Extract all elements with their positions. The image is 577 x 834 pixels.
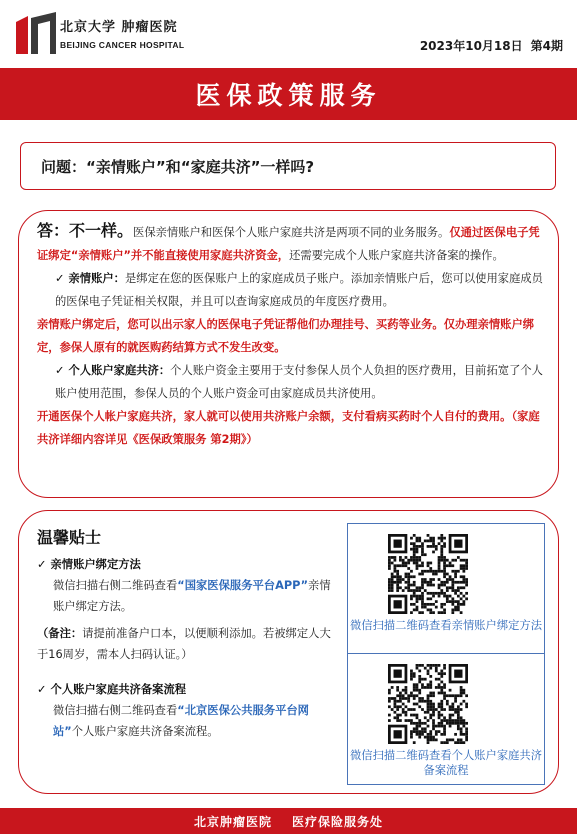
checkmark-icon: ✓	[55, 272, 65, 285]
checkmark-icon: ✓	[37, 558, 47, 571]
tips-box	[18, 510, 559, 794]
item1-text: 是绑定在您的医保账户上的家庭成员子账户。添加亲情账户后，您可以使用家庭成员的医保电子凭证相关权限，并且可以查询家庭成员的年度医疗费用。	[55, 272, 543, 308]
footer-dept: 医疗保险服务处	[292, 814, 384, 829]
title-banner	[0, 68, 577, 120]
answer-intro	[37, 219, 544, 267]
qr-code-icon[interactable]	[388, 534, 468, 614]
answer-box	[18, 210, 559, 498]
note-label: （备注：	[37, 627, 83, 640]
tip2-title: ✓ 个人账户家庭共济备案流程	[37, 683, 187, 696]
item1-label: 亲情账户：	[68, 272, 125, 285]
answer-intro-highlight: 仅通过医保电子凭证绑定“亲情账户”并不能直接使用家庭共济资金，	[37, 226, 540, 262]
answer-item-family-pooling	[37, 359, 544, 405]
tip1-title: ✓ 亲情账户绑定方法	[37, 558, 141, 571]
question-box	[20, 142, 556, 190]
answer-lead: 答：不一样。	[37, 221, 134, 240]
qr1-caption: 微信扫描二维码查看亲情账户绑定方法	[349, 619, 543, 632]
footer-hospital: 北京肿瘤医院	[193, 814, 272, 829]
item2-highlight: 开通医保个人帐户家庭共济，家人就可以使用共济账户余额，支付看病买药时个人自付的费用。（家庭共济详细内容详见《医保政策服务 第2期》）	[37, 410, 540, 446]
tips-title: 温馨贴士	[37, 528, 102, 547]
page-footer	[0, 808, 577, 834]
footer-text	[184, 813, 393, 830]
issue-number: 第4期	[530, 39, 563, 53]
hospital-name-cn: 北京大学 肿瘤医院	[60, 20, 178, 35]
tip-note	[37, 623, 337, 665]
tip2-text: 微信扫描右侧二维码查看“北京医保公共服务平台网站”个人账户家庭共济备案流程。	[53, 704, 309, 738]
item1-highlight: 亲情账户绑定后，您可以出示家人的医保电子凭证帮他们办理挂号、买药等业务。仅办理亲情账户绑定，参保人原有的就医购药结算方式不发生改变。	[37, 318, 535, 354]
qr-cell-family-account	[348, 524, 544, 654]
note-text: 请提前准备户口本，以便顺利添加。若被绑定人大于16周岁，需本人扫码认证。）	[37, 627, 331, 661]
answer-item-family-account	[37, 267, 544, 313]
answer-intro-text: 医保亲情账户和医保个人账户家庭共济是两项不同的业务服务。	[133, 226, 450, 239]
tip1-text: 微信扫描右侧二维码查看“国家医保服务平台APP”亲情账户绑定方法。	[53, 579, 331, 613]
tip1-link[interactable]: “国家医保服务平台APP”	[177, 579, 309, 592]
qr-code-icon[interactable]	[388, 664, 468, 744]
checkmark-icon: ✓	[37, 683, 47, 696]
question-text: 问题：“亲情账户”和“家庭共济”一样吗?	[41, 157, 315, 176]
answer-intro-tail: 还需要完成个人账户家庭共济备案的操作。	[289, 249, 504, 262]
issue-date: 2023年10月18日	[419, 39, 523, 53]
hospital-name-en: BEIJING CANCER HOSPITAL	[60, 40, 185, 50]
tip2-link[interactable]: “北京医保公共服务平台网站”	[53, 704, 309, 738]
checkmark-icon: ✓	[55, 364, 65, 377]
page-title: 医保政策服务	[195, 81, 382, 110]
qr2-caption: 微信扫描二维码查看个人账户家庭共济备案流程	[349, 749, 543, 777]
qr-code-panel	[347, 523, 545, 785]
item2-text: 个人账户资金主要用于支付参保人员个人负担的医疗费用，目前拓宽了个人账户使用范围，参保人员的个人账户资金可由家庭成员共济使用。	[55, 364, 543, 400]
item2-label: 个人账户家庭共济：	[68, 364, 171, 377]
page-header	[0, 0, 577, 68]
hospital-logo-icon	[14, 12, 58, 56]
qr-cell-family-pooling	[348, 654, 544, 784]
tips-content	[37, 525, 337, 742]
issue-info	[412, 37, 563, 54]
